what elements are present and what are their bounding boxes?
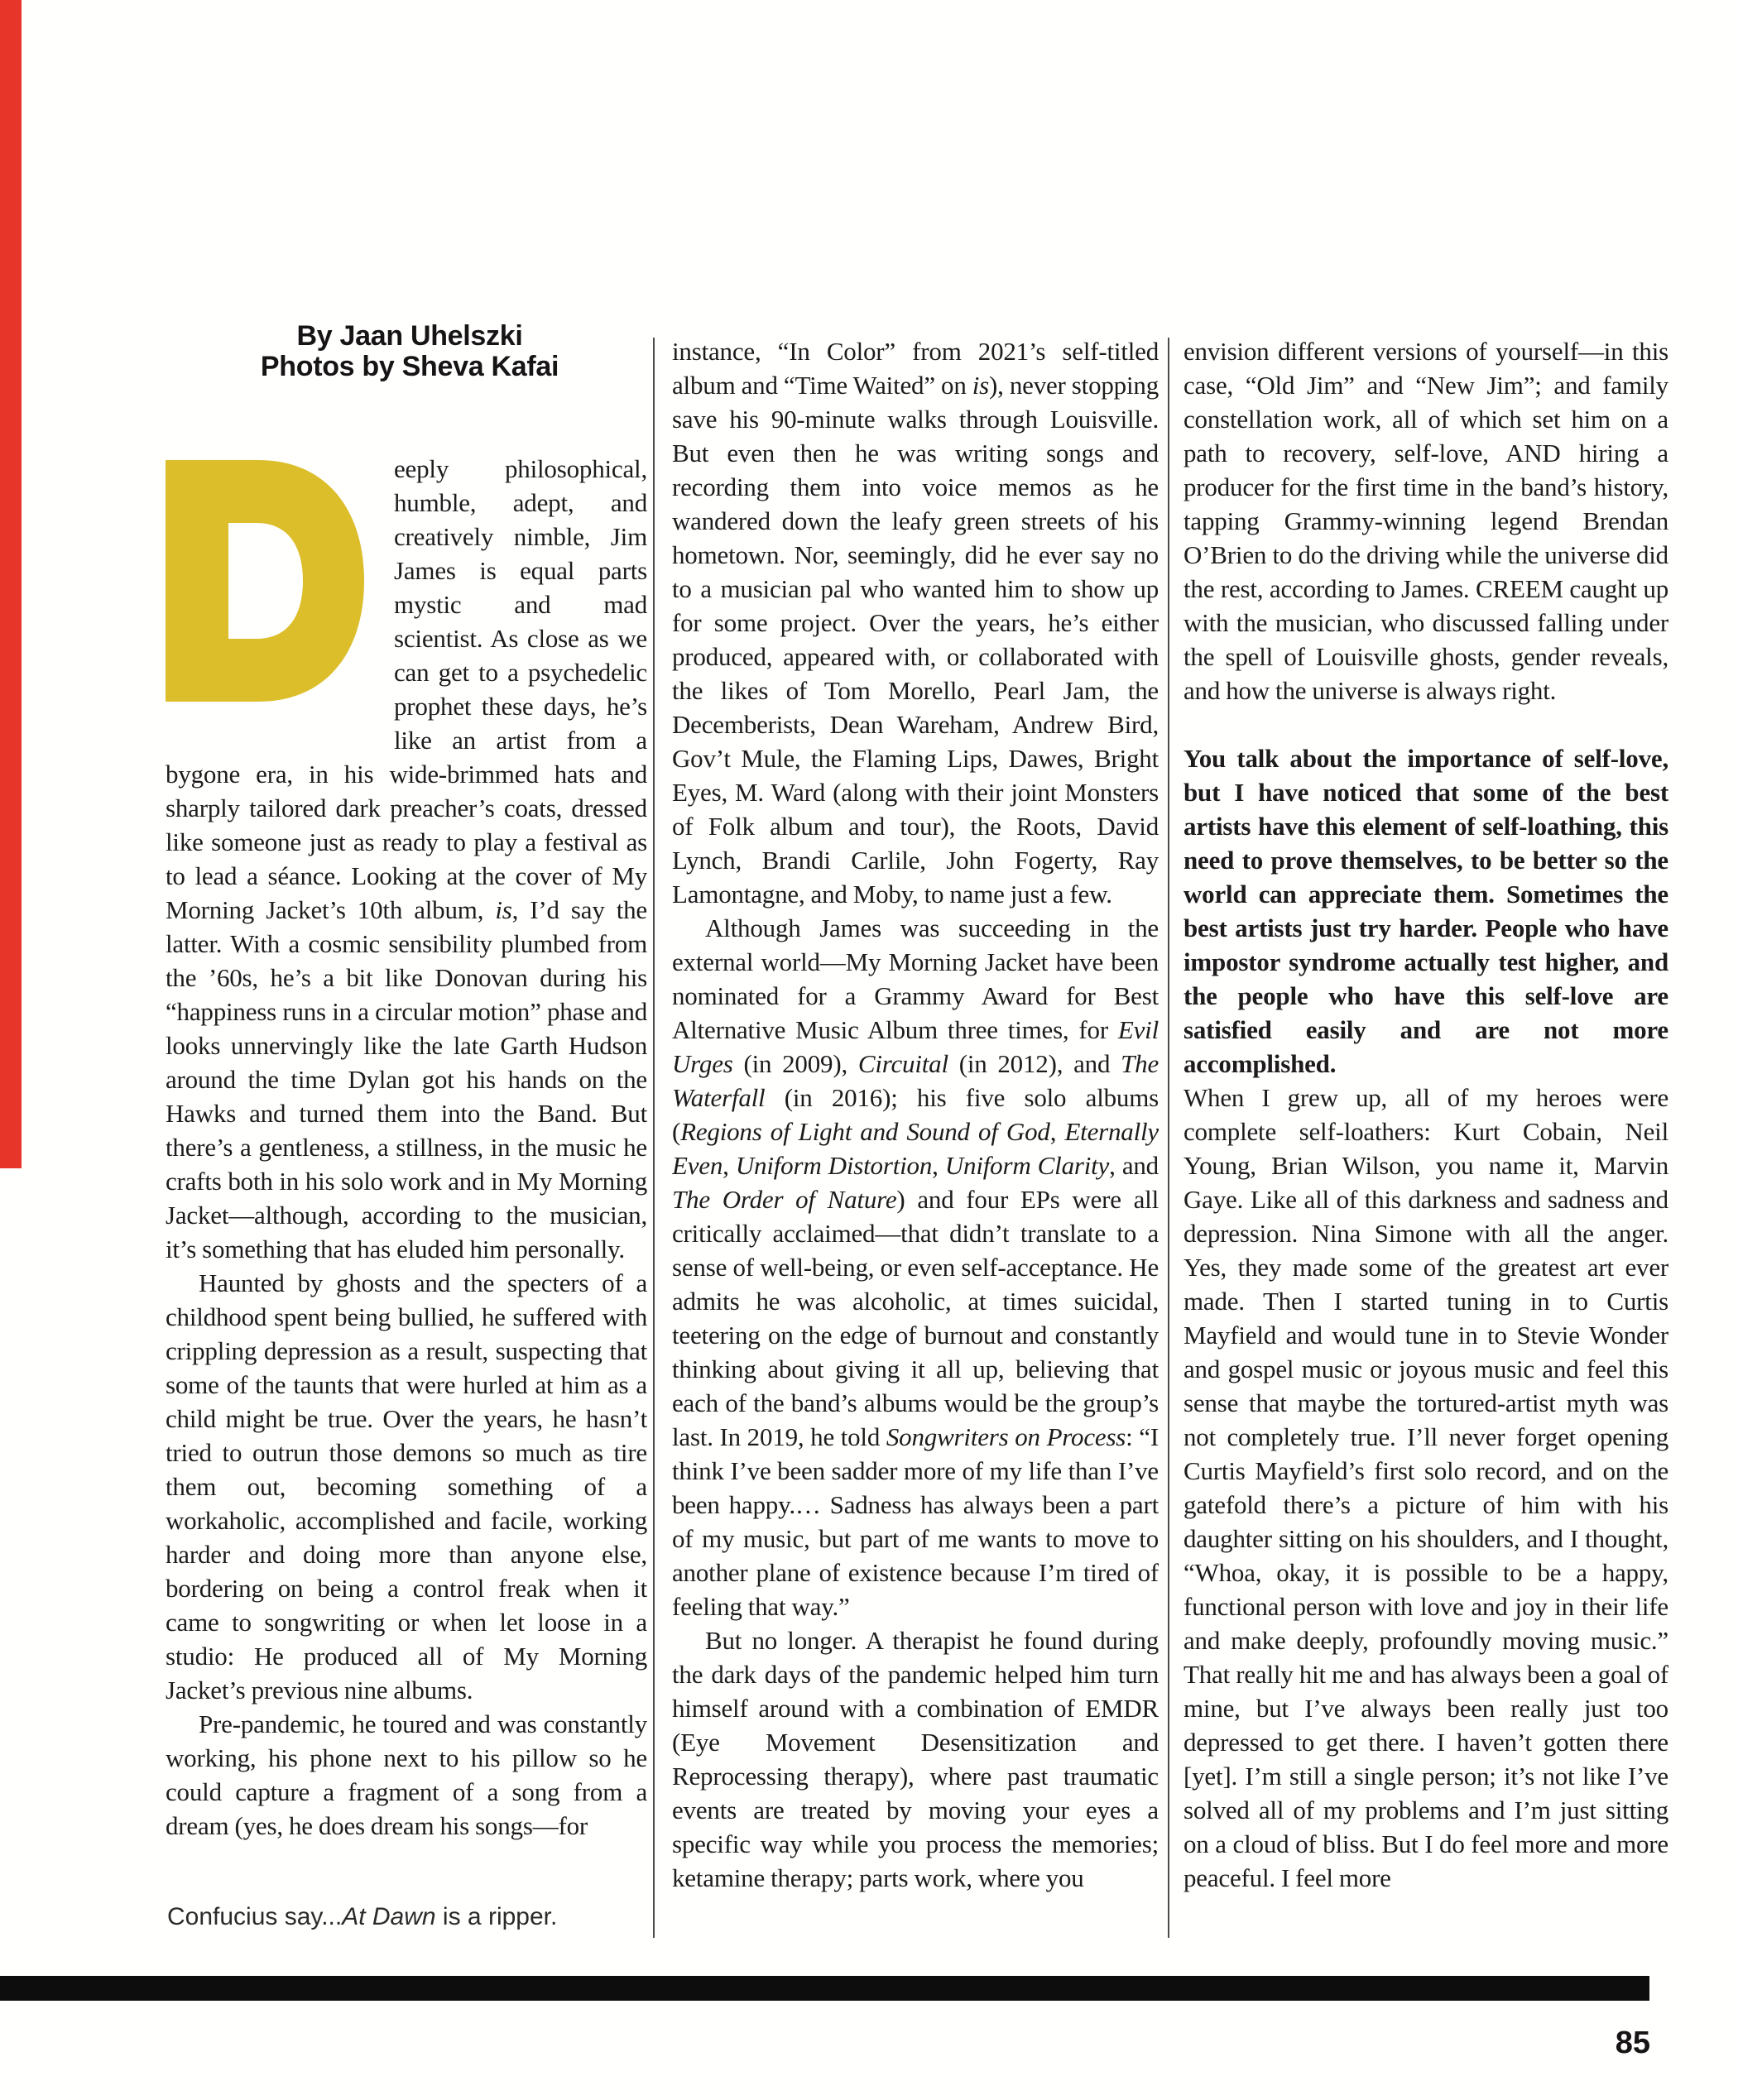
byline <box>166 321 654 382</box>
caption-prefix: Confucius say... <box>167 1903 343 1930</box>
paragraph-opening-text: eeply philosophical, humble, adept, and creatively nimble, Jim James is equal parts mystic and mad scientist. As close as we can get to a psychedelic prophet these days, he’s like an artist from a bygone era, in his wide-brimmed hats and sharply tailored dark preacher’s coats, dressed like someone just as ready to play a festival as to lead a séance. Looking at the cover of My Morning Jacket’s 10th album, is, I’d say the latter. With a cosmic sensibility plumbed from the ’60s, he’s a bit like Donovan during his “happiness runs in a circular motion” phase and looks unnervingly like the late Garth Hudson around the time Dylan got his hands on the Hawks and turned them into the Band. But there’s a gentleness, a stillness, in the music he crafts both in his solo work and in My Morning Jacket—although, according to the musician, it’s something that has eluded him personally. <box>166 454 647 1263</box>
interview-question: You talk about the importance of self-love, but I have noticed that some of the best artists have this element of self-loathing, this need to prove themselves, to be better so the world can appreciate them. Sometimes the best artists just try harder. People who have impostor syndrome actually test higher, and the people who have this self-love are satisfied easily and are not more accomplished. <box>1183 744 1668 1078</box>
photo-caption <box>167 1903 664 1931</box>
page-number: 85 <box>1615 2026 1650 2060</box>
column-1 <box>166 452 647 1910</box>
paragraph-opening <box>166 452 647 1266</box>
interview-answer: When I grew up, all of my heroes were complete self-loathers: Kurt Cobain, Neil Young, Brian Wilson, you name it, Marvin Gaye. Like all of this darkness and sadness and depression. Nina Simone with all the anger. Yes, they made some of the greatest art ever made. Then I started tuning in to Curtis Mayfield and would tune in to Stevie Wonder and gospel music or joyous music and feel this sense that maybe the tortured-artist myth was not completely true. I’ll never forget opening Curtis Mayfield’s first solo record, and on the gatefold there’s a picture of him with his daughter sitting on his shoulders, and I thought, “Whoa, okay, it is possible to be a happy, functional person with love and joy in their life and make deeply, profoundly moving music.” That really hit me and has always been a goal of mine, but I’ve always been really just too depressed to get there. I haven’t gotten there [yet]. I’m still a single person; it’s not like I’ve solved all of my problems and I’m just sitting on a cloud of bliss. But I do feel more and more peaceful. I feel more <box>1183 1083 1668 1892</box>
page-edge-strip <box>0 0 22 1168</box>
drop-cap <box>166 452 394 725</box>
caption-suffix: is a ripper. <box>435 1903 558 1930</box>
paragraph-although: Although James was succeeding in the external world—My Morning Jacket have been nominated for a Grammy Award for Best Alternative Music Album three times, for Evil Urges (in 2009), Circuital (in 2012), and The Waterfall (in 2016); his five solo albums (Regions of Light and Sound of God, Eternally Even, Uniform Distortion, Uniform Clarity, and The Order of Nature) and four EPs were all critically acclaimed—that didn’t translate to a sense of well-being, or even self-acceptance. He admits he was alcoholic, at times suicidal, teetering on the edge of burnout and constantly thinking about giving it all up, believing that each of the band’s albums would be the group’s last. In 2019, he told Songwriters on Process: “I think I’ve been sadder more of my life than I’ve been happy.… Sadness has always been a part of my music, but part of me wants to move to another plane of existence because I’m tired of feeling that way.” <box>672 913 1159 1621</box>
column-2 <box>672 334 1159 1956</box>
column-divider-2 <box>1168 338 1169 1938</box>
column-divider-1 <box>653 338 655 1938</box>
footer-bar <box>0 1976 1649 2001</box>
drop-cap-letter-d <box>166 460 364 702</box>
paragraph-envision: envision different versions of yourself—in this case, “Old Jim” and “New Jim”; and family constellation work, all of which set him on a path to recovery, self-love, AND hiring a producer for the first time in the band’s history, tapping Grammy-winning legend Brendan O’Brien to do the driving while the universe did the rest, according to James. CREEM caught up with the musician, who discussed falling under the spell of Louisville ghosts, gender reveals, and how the universe is always right. <box>1183 337 1668 705</box>
paragraph-therapist: But no longer. A therapist he found during the dark days of the pandemic helped him turn himself around with a combination of EMDR (Eye Movement Desensitization and Reprocessing therapy), where past traumatic events are treated by moving your eyes a specific way while you process the memories; ketamine therapy; parts work, where you <box>672 1626 1159 1892</box>
paragraph-prepandemic: Pre-pandemic, he toured and was constantly working, his phone next to his pillow so he could capture a fragment of a song from a dream (yes, he does dream his songs—for <box>166 1709 647 1840</box>
byline-author: By Jaan Uhelszki <box>296 320 523 352</box>
paragraph-instance: instance, “In Color” from 2021’s self-titled album and “Time Waited” on is), never stopping save his 90-minute walks through Louisville. But even then he was writing songs and recording them into voice memos as he wandered down the leafy green streets of his hometown. Nor, seemingly, did he ever say no to a musician pal who wanted him to show up for some project. Over the years, he’s either produced, appeared with, or collaborated with the likes of Tom Morello, Pearl Jam, the Decemberists, Dean Wareham, Andrew Bird, Gov’t Mule, the Flaming Lips, Dawes, Bright Eyes, M. Ward (along with their joint Monsters of Folk album and tour), the Roots, David Lynch, Brandi Carlile, John Fogerty, Ray Lamontagne, and Moby, to name just a few. <box>672 337 1159 909</box>
paragraph-haunted: Haunted by ghosts and the specters of a childhood spent being bullied, he suffered with crippling depression as a result, suspecting that some of the taunts that were hurled at him as a child might be true. Over the years, he hasn’t tried to outrun those demons so much as tire them out, becoming something of a workaholic, accomplished and facile, working harder and doing more than anyone else, bordering on being a control freak when it came to songwriting or when let loose in a studio: He produced all of My Morning Jacket’s previous nine albums. <box>166 1268 647 1704</box>
column-3 <box>1183 334 1668 1956</box>
caption-album-title: At Dawn <box>342 1903 436 1930</box>
byline-photographer: Photos by Sheva Kafai <box>260 351 559 382</box>
